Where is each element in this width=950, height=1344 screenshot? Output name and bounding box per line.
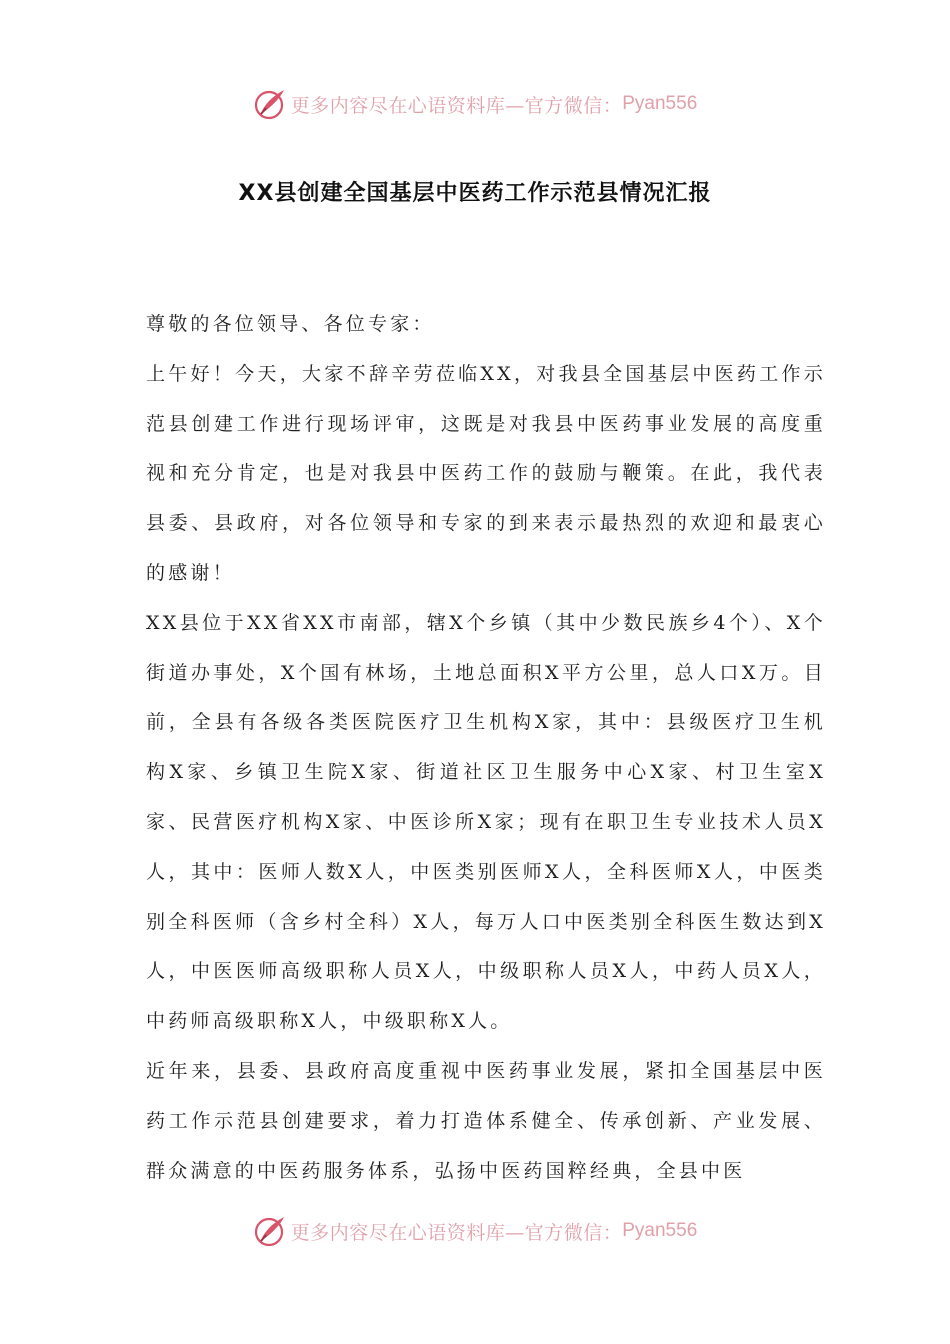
paragraph-recent-work: 近年来，县委、县政府高度重视中医药事业发展，紧扣全国基层中医药工作示范县创建要求，着力打造体系健全、传承创新、产业发展、群众满意的中医药服务体系，弘扬中医药国粹经典，全县中医 <box>146 1059 826 1182</box>
watermark-text: 更多内容尽在心语资料库—官方微信： <box>290 1221 623 1244</box>
salutation: 尊敬的各位领导、各位专家： <box>146 313 435 335</box>
watermark-wechat-id: Pyan556 <box>622 93 698 114</box>
watermark-wechat-id: Pyan556 <box>622 1220 698 1241</box>
paragraph-county-overview: XX县位于XX省XX市南部，辖X个乡镇（其中少数民族乡4个）、X个街道办事处，X个国有林场，土地总面积X平方公里，总人口X万。目前，全县有各级各类医院医疗卫生机构X家，其中：县级医疗卫生机构X家、乡镇卫生院X家、街道社区卫生服务中心X家、村卫生室X家、民营医疗机构X家、中医诊所X家；现有在职卫生专业技术人员X人，其中：医师人数X人，中医类别医师X人，全科医师X人，中医类别全科医师（含乡村全科）X人，每万人口中医类别全科医生数达到X人，中医医师高级职称人员X人，中级职称人员X人，中药人员X人，中药师高级职称X人，中级职称X人。 <box>146 611 826 1033</box>
quill-logo-icon <box>253 87 287 121</box>
paragraph-greeting: 上午好！今天，大家不辞辛劳莅临XX，对我县全国基层中医药工作示范县创建工作进行现场评审，这既是对我县中医药事业发展的高度重视和充分肯定，也是对我县中医药工作的鼓励与鞭策。在此，我代表县委、县政府，对各位领导和专家的到来表示最热烈的欢迎和最衷心的感谢！ <box>146 362 826 584</box>
watermark-text: 更多内容尽在心语资料库—官方微信： <box>290 94 623 117</box>
footer-watermark <box>0 1211 950 1251</box>
document-body <box>146 300 826 1196</box>
document-title: XX县创建全国基层中医药工作示范县情况汇报 <box>238 181 712 206</box>
quill-logo-icon <box>253 1214 287 1248</box>
header-watermark <box>0 84 950 124</box>
